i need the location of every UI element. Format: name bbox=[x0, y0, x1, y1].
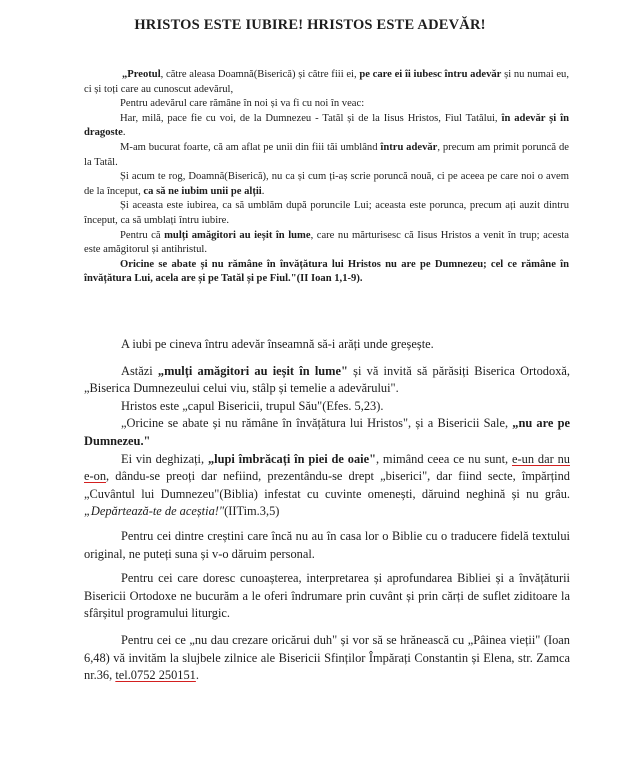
paragraph: Oricine se abate și nu rămâne în învățătura lui Hristos nu are pe Dumnezeu; cel ce rămâne în învățătura Lui, acela are și pe Tatăl și pe Fiul."(II Ioan 1,1-9). bbox=[84, 258, 569, 285]
paragraph: Har, milă, pace fie cu voi, de la Dumnezeu - Tatăl și de la Iisus Hristos, Fiul Tatălui, în adevăr și în dragoste. bbox=[84, 112, 569, 139]
paragraph: Pentru adevărul care rămâne în noi și va fi cu noi în veac: bbox=[120, 98, 365, 110]
epistle-quote bbox=[84, 68, 569, 287]
main-text bbox=[84, 336, 570, 685]
paragraph: Hristos este „capul Bisericii, trupul Său"(Efes. 5,23). bbox=[121, 398, 384, 413]
paragraph: Astăzi „mulți amăgitori au ieșit în lume" și vă invită să părăsiți Biserica Ortodoxă, „Biserica Dumnezeului celui viu, stâlp și temelie a adevărului". bbox=[84, 363, 570, 396]
phone-number: tel.0752 250151 bbox=[115, 668, 196, 683]
underlined-phrase: e-un dar nu e-on bbox=[84, 451, 570, 484]
paragraph: A iubi pe cineva întru adevăr înseamnă să-i arăți unde greșește. bbox=[121, 337, 434, 351]
paragraph: M-am bucurat foarte, că am aflat pe unii din fiii tăi umblând întru adevăr, precum am primit poruncă de la Tatăl. bbox=[84, 141, 569, 168]
paragraph: „Preotul, către aleasa Doamnă(Biserică) și către fiii ei, pe care ei îi iubesc întru adevăr și nu numai eu, ci și toți care au cunoscut adevărul, bbox=[84, 69, 569, 95]
paragraph: Pentru că mulți amăgitori au ieșit în lume, care nu mărturisesc că Iisus Hristos a venit în trup; acesta este amăgitorul și antihristul. bbox=[84, 229, 569, 256]
page-title: HRISTOS ESTE IUBIRE! HRISTOS ESTE ADEVĂR! bbox=[134, 17, 486, 33]
paragraph: Și aceasta este iubirea, ca să umblăm după poruncile Lui; aceasta este porunca, precum ați auzit dintru început, ca să umblați întru iubire. bbox=[84, 200, 569, 226]
paragraph: Și acum te rog, Doamnă(Biserică), nu ca și cum ți-aș scrie poruncă nouă, ci pe aceea pe care noi o avem de la început, ca să ne iubim unii pe alții. bbox=[84, 171, 569, 197]
paragraph: Pentru cei dintre creștini care încă nu au în casa lor o Biblie cu o traducere fidelă textului original, ne puteți suna și v-o dăruim personal. bbox=[84, 528, 570, 561]
paragraph: Pentru cei care doresc cunoașterea, interpretarea și aprofundarea Bibliei și a învățăturii Bisericii Ortodoxe ne bucurăm a le oferi îndrumare prin cuvânt și prin cărți de suflet ziditoare la sfârșitul programului liturgic. bbox=[84, 571, 570, 621]
paragraph: Ei vin deghizați, „lupi îmbrăcați în piei de oaie", mimând ceea ce nu sunt, e-un dar nu e-on, dându-se preoți dar nefiind, prezentându-se drept „biserici", dar fiind secte, împărțind „Cuvântul lui Dumnezeu"(Biblia) infestat cu cuvinte omenești, dăruind neghină și nu grâu. „Depărtează-te de aceștia!"(IITim.3,5) bbox=[84, 451, 570, 519]
paragraph: „Oricine se abate și nu rămâne în învățătura lui Hristos", și a Bisericii Sale, „nu are pe Dumnezeu." bbox=[84, 416, 570, 448]
paragraph: Pentru cei ce „nu dau crezare oricărui duh" și vor să se hrănească cu „Pâinea vieții" (Ioan 6,48) vă invităm la slujbele zilnice ale Bisericii Sfinților Împărați Constantin și Elena, str. Zamca nr.36, tel.0752 250151. bbox=[84, 632, 570, 683]
